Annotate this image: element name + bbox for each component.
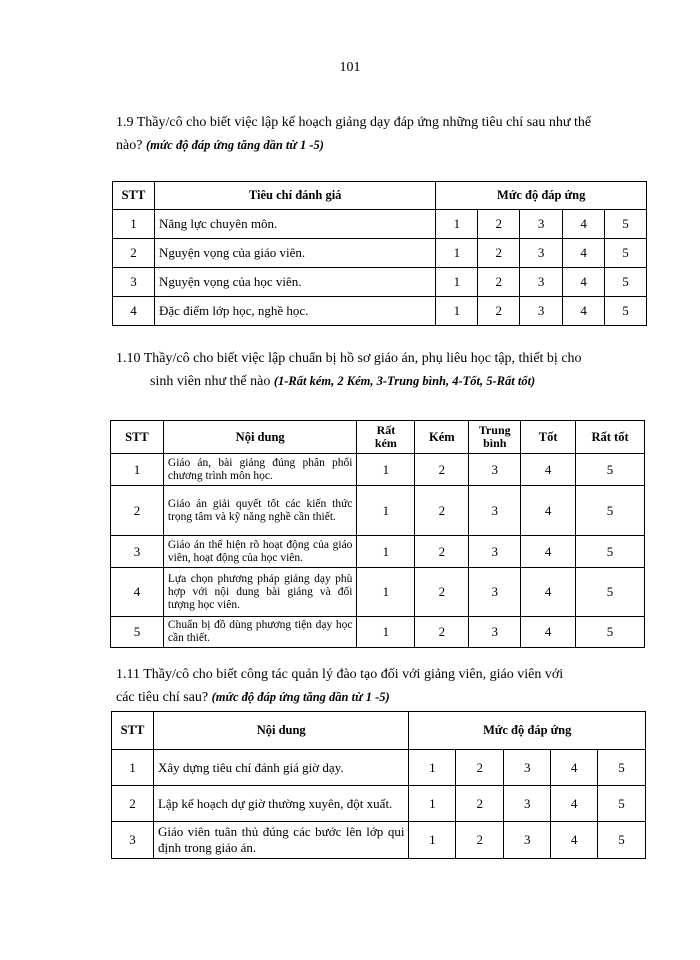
scale-2[interactable]: 2 bbox=[415, 486, 469, 536]
row-stt: 1 bbox=[111, 454, 164, 486]
scale-3[interactable]: 3 bbox=[504, 750, 551, 786]
scale-1[interactable]: 1 bbox=[357, 454, 415, 486]
scale-1[interactable]: 1 bbox=[409, 750, 456, 786]
scale-5[interactable]: 5 bbox=[598, 750, 646, 786]
row-stt: 1 bbox=[113, 210, 155, 239]
scale-1[interactable]: 1 bbox=[436, 210, 478, 239]
scale-3[interactable]: 3 bbox=[469, 454, 521, 486]
scale-4[interactable]: 4 bbox=[521, 617, 576, 648]
scale-2[interactable]: 2 bbox=[415, 454, 469, 486]
scale-4[interactable]: 4 bbox=[563, 297, 605, 326]
table-row bbox=[113, 297, 647, 326]
scale-3[interactable]: 3 bbox=[469, 568, 521, 617]
header-very-poor: Rất kém bbox=[357, 421, 415, 454]
scale-2[interactable]: 2 bbox=[478, 239, 520, 268]
row-stt: 3 bbox=[112, 822, 154, 859]
row-label: Giáo án, bài giảng đúng phân phối chương trình môn học. bbox=[163, 454, 357, 486]
row-stt: 3 bbox=[113, 268, 155, 297]
question-1-10-line1: 1.10 Thầy/cô cho biết việc lập chuẩn bị hồ sơ giáo án, phụ liêu học tập, thiết bị cho bbox=[116, 351, 582, 366]
table-row bbox=[112, 750, 646, 786]
scale-3[interactable]: 3 bbox=[504, 822, 551, 859]
scale-2[interactable]: 2 bbox=[478, 210, 520, 239]
row-stt: 1 bbox=[112, 750, 154, 786]
scale-5[interactable]: 5 bbox=[598, 786, 646, 822]
question-1-10-note: (1-Rất kém, 2 Kém, 3-Trung bình, 4-Tốt, 5-Rất tốt) bbox=[273, 374, 536, 388]
header-stt: STT bbox=[111, 421, 164, 454]
row-label: Đặc điểm lớp học, nghề học. bbox=[154, 297, 435, 326]
scale-1[interactable]: 1 bbox=[357, 568, 415, 617]
table-row bbox=[111, 486, 645, 536]
scale-3[interactable]: 3 bbox=[469, 617, 521, 648]
scale-1[interactable]: 1 bbox=[436, 239, 478, 268]
row-stt: 4 bbox=[113, 297, 155, 326]
scale-5[interactable]: 5 bbox=[576, 536, 645, 568]
header-level: Mức độ đáp ứng bbox=[436, 182, 647, 210]
row-label: Lập kế hoạch dự giờ thường xuyên, đột xuất. bbox=[153, 786, 409, 822]
scale-5[interactable]: 5 bbox=[576, 486, 645, 536]
table-row bbox=[111, 454, 645, 486]
table-1-9 bbox=[112, 181, 647, 326]
header-criteria: Tiêu chí đánh giá bbox=[154, 182, 435, 210]
row-label: Lựa chọn phương pháp giảng dạy phù hợp với nội dung bài giảng và đối tượng học viên. bbox=[163, 568, 357, 617]
scale-2[interactable]: 2 bbox=[415, 617, 469, 648]
table-row bbox=[112, 822, 646, 859]
row-label: Chuẩn bị đồ dùng phương tiện dạy học cần thiết. bbox=[163, 617, 357, 648]
scale-4[interactable]: 4 bbox=[563, 210, 605, 239]
page-number: 101 bbox=[339, 60, 361, 75]
scale-5[interactable]: 5 bbox=[605, 297, 647, 326]
scale-2[interactable]: 2 bbox=[478, 268, 520, 297]
question-1-9 bbox=[116, 112, 616, 157]
row-label: Xây dựng tiêu chí đánh giá giờ dạy. bbox=[153, 750, 409, 786]
scale-1[interactable]: 1 bbox=[409, 786, 456, 822]
table-row bbox=[112, 786, 646, 822]
table-row bbox=[113, 210, 647, 239]
scale-5[interactable]: 5 bbox=[605, 210, 647, 239]
table-1-11 bbox=[111, 711, 646, 859]
table-row bbox=[113, 268, 647, 297]
scale-2[interactable]: 2 bbox=[456, 822, 504, 859]
scale-3[interactable]: 3 bbox=[469, 486, 521, 536]
question-1-10-line2: sinh viên như thế nào bbox=[150, 374, 271, 389]
row-label: Năng lực chuyên môn. bbox=[154, 210, 435, 239]
row-stt: 2 bbox=[111, 486, 164, 536]
header-level: Mức độ đáp ứng bbox=[409, 712, 646, 750]
scale-1[interactable]: 1 bbox=[436, 268, 478, 297]
scale-5[interactable]: 5 bbox=[598, 822, 646, 859]
header-poor: Kém bbox=[415, 421, 469, 454]
scale-5[interactable]: 5 bbox=[605, 239, 647, 268]
row-label: Giáo án giải quyết tốt các kiến thức trọng tâm và kỹ năng nghề cần thiết. bbox=[163, 486, 357, 536]
scale-2[interactable]: 2 bbox=[478, 297, 520, 326]
scale-2[interactable]: 2 bbox=[415, 568, 469, 617]
scale-2[interactable]: 2 bbox=[456, 750, 504, 786]
header-good: Tốt bbox=[521, 421, 576, 454]
row-stt: 5 bbox=[111, 617, 164, 648]
question-1-11-note: (mức độ đáp ứng tăng dần từ 1 -5) bbox=[211, 690, 390, 704]
scale-4[interactable]: 4 bbox=[563, 239, 605, 268]
row-label: Giáo án thể hiện rõ hoạt động của giáo viên, hoạt động của học viên. bbox=[163, 536, 357, 568]
scale-4[interactable]: 4 bbox=[521, 568, 576, 617]
scale-2[interactable]: 2 bbox=[456, 786, 504, 822]
scale-5[interactable]: 5 bbox=[576, 454, 645, 486]
scale-5[interactable]: 5 bbox=[576, 568, 645, 617]
scale-2[interactable]: 2 bbox=[415, 536, 469, 568]
scale-3[interactable]: 3 bbox=[520, 268, 563, 297]
scale-4[interactable]: 4 bbox=[521, 536, 576, 568]
header-very-good: Rất tốt bbox=[576, 421, 645, 454]
question-1-11-line1: 1.11 Thầy/cô cho biết công tác quản lý đào tạo đối với giảng viên, giáo viên với bbox=[116, 667, 564, 682]
scale-3[interactable]: 3 bbox=[520, 239, 563, 268]
scale-4[interactable]: 4 bbox=[521, 454, 576, 486]
scale-3[interactable]: 3 bbox=[469, 536, 521, 568]
scale-1[interactable]: 1 bbox=[409, 822, 456, 859]
question-1-11-line2: các tiêu chí sau? bbox=[116, 690, 209, 705]
scale-4[interactable]: 4 bbox=[551, 786, 598, 822]
row-stt: 4 bbox=[111, 568, 164, 617]
scale-1[interactable]: 1 bbox=[357, 617, 415, 648]
row-stt: 2 bbox=[113, 239, 155, 268]
question-1-11 bbox=[116, 664, 656, 709]
scale-4[interactable]: 4 bbox=[551, 822, 598, 859]
row-label: Nguyện vọng của học viên. bbox=[154, 268, 435, 297]
scale-3[interactable]: 3 bbox=[520, 297, 563, 326]
row-label: Nguyện vọng của giáo viên. bbox=[154, 239, 435, 268]
question-1-9-note: (mức độ đáp ứng tăng dần từ 1 -5) bbox=[145, 138, 324, 152]
scale-1[interactable]: 1 bbox=[357, 486, 415, 536]
header-content: Nội dung bbox=[153, 712, 409, 750]
header-average: Trung bình bbox=[469, 421, 521, 454]
scale-1[interactable]: 1 bbox=[357, 536, 415, 568]
scale-3[interactable]: 3 bbox=[520, 210, 563, 239]
scale-4[interactable]: 4 bbox=[563, 268, 605, 297]
question-1-9-text: 1.9 Thầy/cô cho biết việc lập kế hoạch giảng dạy đáp ứng những tiêu chí sau như thế nào? bbox=[116, 115, 592, 153]
scale-5[interactable]: 5 bbox=[605, 268, 647, 297]
scale-4[interactable]: 4 bbox=[521, 486, 576, 536]
scale-1[interactable]: 1 bbox=[436, 297, 478, 326]
row-label: Giáo viên tuân thủ đúng các bước lên lớp qui định trong giáo án. bbox=[153, 822, 409, 859]
row-stt: 3 bbox=[111, 536, 164, 568]
row-stt: 2 bbox=[112, 786, 154, 822]
table-row bbox=[111, 536, 645, 568]
table-row bbox=[113, 239, 647, 268]
scale-4[interactable]: 4 bbox=[551, 750, 598, 786]
scale-3[interactable]: 3 bbox=[504, 786, 551, 822]
scale-5[interactable]: 5 bbox=[576, 617, 645, 648]
table-1-10 bbox=[110, 420, 645, 648]
question-1-10 bbox=[116, 348, 656, 393]
table-row bbox=[111, 617, 645, 648]
header-stt: STT bbox=[113, 182, 155, 210]
header-content: Nội dung bbox=[163, 421, 357, 454]
table-row bbox=[111, 568, 645, 617]
header-stt: STT bbox=[112, 712, 154, 750]
